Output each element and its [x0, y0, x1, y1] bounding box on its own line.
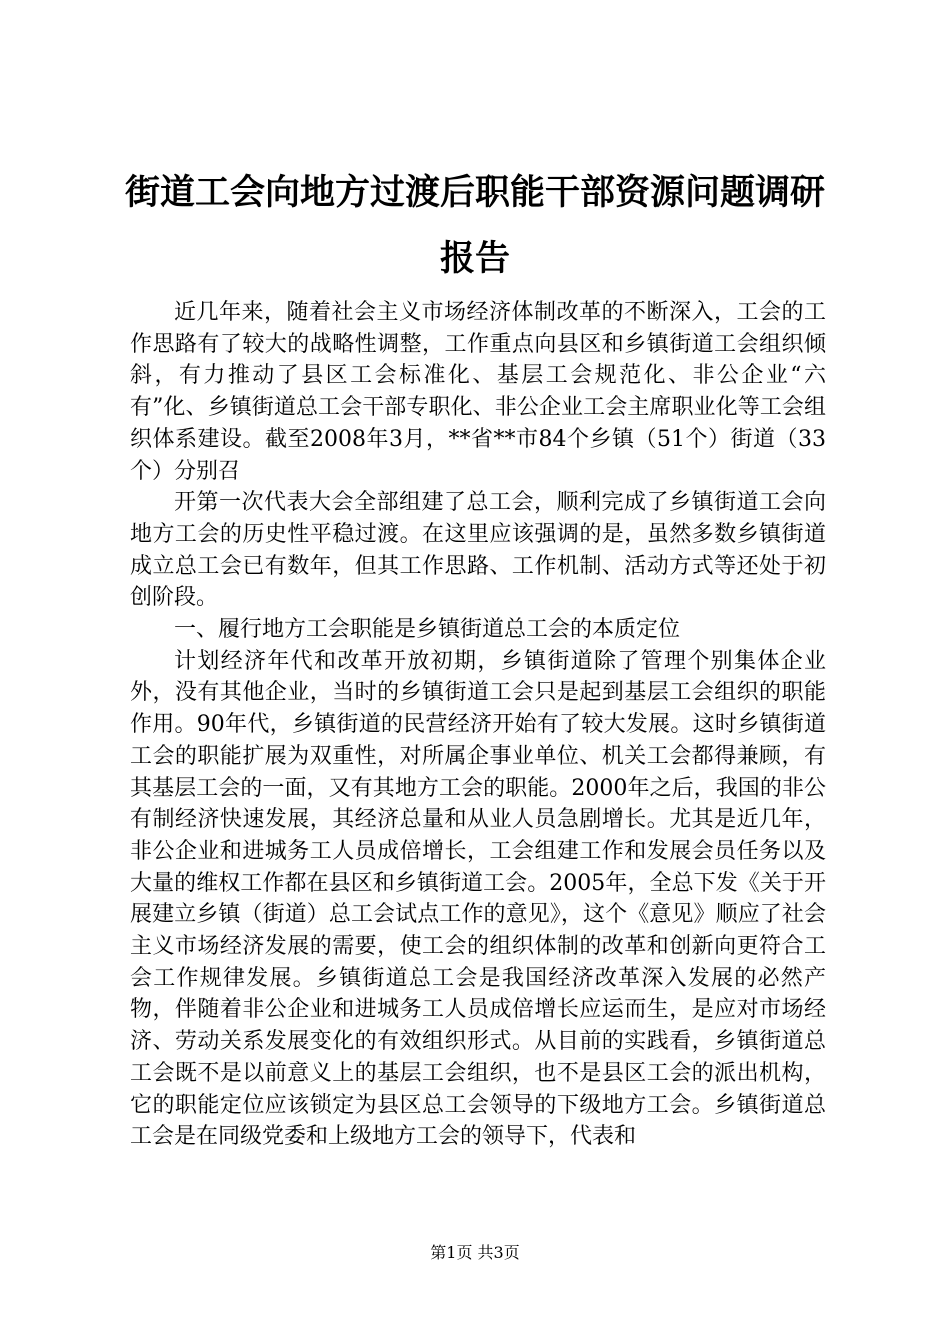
section-heading-1: 一、履行地方工会职能是乡镇街道总工会的本质定位	[174, 617, 681, 643]
paragraph-section-1: 计划经济年代和改革开放初期，乡镇街道除了管理个别集体企业外，没有其他企业，当时的乡镇街道工会只是起到基层工会组织的职能作用。90年代，乡镇街道的民营经济开始有了较大发展。这时乡镇街道工会的职能扩展为双重性，对所属企事业单位、机关工会都得兼顾，有其基层工会的一面，又有其地方工会的职能。2000年之后，我国的非公有制经济快速发展，其经济总量和从业人员急剧增长。尤其是近几年，非公企业和进城务工人员成倍增长，工会组建工作和发展会员任务以及大量的维权工作都在县区和乡镇街道工会。2005年，全总下发《关于开展建立乡镇（街道）总工会试点工作的意见》，这个《意见》顺应了社会主义市场经济发展的需要，使工会的组织体制的改革和创新向更符合工会工作规律发展。乡镇街道总工会是我国经济改革深入发展的必然产物，伴随着非公企业和进城务工人员成倍增长应运而生，是应对市场经济、劳动关系发展变化的有效组织形式。从目前的实践看，乡镇街道总工会既不是以前意义上的基层工会组织，也不是县区工会的派出机构，它的职能定位应该锁定为县区总工会领导的下级地方工会。乡镇街道总工会是在同级党委和上级地方工会的领导下，代表和	[130, 648, 826, 1150]
document-title: 街道工会向地方过渡后职能干部资源问题调研报告	[124, 172, 825, 279]
document-body	[130, 297, 826, 1153]
paragraph-intro: 近几年来，随着社会主义市场经济体制改革的不断深入，工会的工作思路有了较大的战略性调整，工作重点向县区和乡镇街道工会组织倾斜，有力推动了县区工会标准化、基层工会规范化、非公企业“六有”化、乡镇街道总工会干部专职化、非公企业工会主席职业化等工会组织体系建设。截至2008年3月，**省**市84个乡镇（51个）街道（33个）分别召	[130, 300, 826, 484]
page-footer: 第1页 共3页	[430, 1243, 520, 1262]
paragraph-continuation: 开第一次代表大会全部组建了总工会，顺利完成了乡镇街道工会向地方工会的历史性平稳过渡。在这里应该强调的是，虽然多数乡镇街道成立总工会已有数年，但其工作思路、工作机制、活动方式等还处于初创阶段。	[130, 490, 826, 611]
